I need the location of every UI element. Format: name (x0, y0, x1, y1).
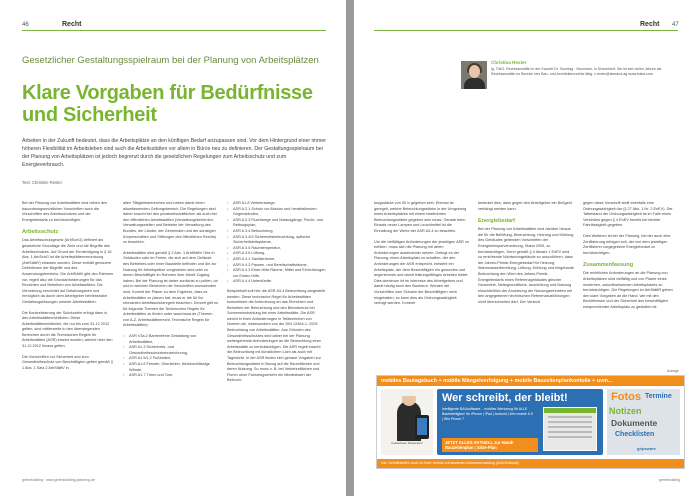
list-item: • ASR V3a.2 Barrierefreie Gestaltung von Arbeitsstätten, (123, 334, 218, 345)
paragraph: Bei der Planung von Arbeitsstätten sind neben den bauordnungsrechtlichen Vorschriften auch die Vorschriften des Arbeitsschutzes und der Energiebedarfs zu berücksichtigen. (22, 201, 108, 222)
list-item: • ASR A1.6 Fenster, Oberlichter, lichtdurchlässige Wände, (123, 362, 218, 373)
text-column-1 (374, 201, 469, 363)
paragraph: Bei der Planung von Arbeitsstätten sind darüber hinaus die für die Belüftung, Beleuchtung, Heizung und Kühlung des Gebäudes geltenden Vorschriften der Energieeinsparverordnung, Stand 2009, zu berücksichtigen. Denn gemäß § 4 Absatz 1 EnEV sind zu errichtende Nichtwohngebäude so auszuführen, dass der Jahres-Primär-Energiebedarf für Heizung, Warmwasserbereitung, Lüftung, Kühlung und eingebaute Beleuchtung den Wert des Jahres-Primär-Energiebedarfs eines Referenzgebäudes gleicher Geometrie, Nettogrundfläche, Ausrichtung und Nutzung einschließlich der Anordnung der Nutzungseinheiten mit den angegebenen technischen Referenzausführungen nicht überschreiten darf. Der Verstoß (478, 227, 574, 304)
ad-word: Notizen (609, 406, 642, 416)
paragraph: bedeutet dies, dass gegen den Arbeitgeber ein Bußgeld verhängt werden kann. (478, 201, 572, 211)
ad-word: Termine (645, 393, 672, 400)
text-column-2 (123, 201, 218, 473)
ad-word: Checklisten (615, 431, 655, 438)
text-column-3 (227, 201, 326, 473)
ad-caption: Kostenlosen Testversion! (391, 441, 423, 445)
list-item: • ASR A 3.5 Raumtemperatur, (227, 246, 326, 252)
paragraph: tungsstärke von 50 lx gegeben sein. Ebenso ist geregelt, welche Beleuchtungsstärke in der Umgebung eines Arbeitsplatzes mit einem bestimmten Beleuchtungsstärke gegeben sein muss. Gerade beim Einsatz neuer Lampen und Leuchtmittel ist die Einhaltung der Werte der ASR A3.4 zu beachten. (374, 201, 467, 233)
section-label: Recht (62, 21, 82, 28)
page-number: 46 (22, 22, 29, 28)
author-info: ig. TIAG, Rechtsanwältin in der Kanzlei Dr. Sonntag · Neumann, in Düsseldorf. Sie ist seit vielen Jahren als Rechtsanwältin im Bereich des Bau- und Architektenrechts tätig. c.rester@lawrand.ag-www.baba.com (491, 67, 662, 76)
ad-headline: Wer schreibt, der bleibt! (442, 392, 568, 404)
paragraph: Die Konkretisierung der Schutzziele erfolgt dann in den Arbeitsstättenrichtlinien. Diese Arbeitsstättenrichtlinien, die nur bis zum 31.12.2012 gelten, sind mittlerweile in den überwiegenden Bereichen durch die Technischen Regeln für Arbeitsstätten (ASR) ersetzt worden, welche über den 31.12.2012 hinaus gelten. (22, 310, 113, 349)
paragraph: Die Vorschriften zur Sicherheit und zum Gesundheitsschutz von Beschäftigten gelten gemäß § 1 Abs. 1 Satz 2 ArbStättV in (22, 354, 113, 370)
ad-label: Anzeige (667, 369, 679, 373)
list-item: • ASR A 2.1 Schutz vor Absturz und herabfallenden Gegenständen, (227, 207, 326, 218)
right-page (354, 0, 700, 496)
page-number: 47 (672, 22, 679, 28)
paragraph: allen Tätigkeitsbereichen und haben damit einen allumfassenden Geltungsbereich. Die Regelungen sind daher sowohl bei den privatwirtschaftlichen als auch bei den öffentlichen Arbeitsstätten (Verwaltungsbehörden, Verwaltungsstellen und Betriebe der Verwaltung des Bundes, der Länder, der Gemeinden und der sonstigen Körperschaften und Stiftungen des öffentlichen Rechts) zu beachten. (123, 201, 217, 245)
paragraph: gegen diese Vorschrift stellt ebenfalls eine Ordnungswidrigkeit dar (§ 27 Abs. 1 Nr. 2 EnEV). Der Tatbestand der Ordnungswidrigkeit ist im Falle eines Verstoßes gegen § 4 EnEV bereits bei leichter Fahrlässigkeit gegeben. (583, 201, 673, 228)
list-item: • ASR A1.7 Türen und Tore, (123, 373, 218, 379)
paragraph: Die rechtlichen Anforderungen an die Planung von Arbeitsplätzen sind vielfältig und von Planer eines modernen, zukunftweisenden Arbeitsplatzes zu berücksichtigen. Die Regelungen im ArbStättR geben den klare Vorgaben an die Hand, wie mit den Bedürfnissen und der Sicherheit des beschäftigten entsprechender Arbeitsplatz zu gestalten ist. (583, 271, 673, 309)
ad-word: Dokumente (611, 418, 658, 428)
paragraph: Dies Weiteren ist bei der Planung, bei der auch eine Zertifizierung erfolgen soll, der von dem jeweiligen Zertifizierer vorgegebene Energiebedarf zu berücksichtigen. (583, 233, 671, 255)
text-column-2 (478, 201, 574, 363)
subheading-zusammenfassung: Zusammenfassung (583, 262, 634, 269)
text-column-3 (583, 201, 680, 363)
headline: Klare Vorgaben für Bedürfnisse und Sicherheit (22, 82, 313, 126)
list-item: • ASR A 4.1 Sanitärräume, (227, 257, 326, 263)
ad-text: Intelligente BAUsoftware... mobiles Werkzeug für ALLE Baubeteiligten! für iPhone | iPad | Android | Win mobile 6.5 | Win Phone 7 (442, 407, 533, 421)
list-item: • ASR A 3.4 Beleuchtung, (227, 229, 326, 235)
list-item: • ASR A 3.4/3 Sicherheitsbeleuchtung, optische Sicherheitsleitsysteme, (227, 235, 326, 246)
list-item: • ASR A 3.6 Lüftung, (227, 251, 326, 257)
header-rule (22, 30, 326, 31)
paragraph: Um die vielfältigen Anforderungen der jeweiligen ASR zu erfüllen, muss sich die Planung mit deren Anforderungen auseinander setzen. Gelingt es der Planung, einen Arbeitsplatz zu schaffen, der den Anforderungen der ASR entspricht, entsteht ein Arbeitsplatz, der dem Beschäftigten ein gesundes und angenehmes und damit leistungsfähiges Arbeiten bietet. Dies wiederum ist im Interesse des Arbeitgebers und damit häufig auch des Bauherrn. Werden die Vorschriften zum Schutze der Beschäftigten nicht eingehalten, so kann dies als Ordnungswidrigkeit verfolgt werden. Konkret (374, 239, 469, 306)
page-footer: greenbuilding · www.greenbuilding-planning.de (22, 478, 95, 482)
ad-image-worker (381, 389, 433, 455)
section-label: Recht (640, 21, 660, 28)
author-photo (461, 61, 487, 89)
kicker: Gesetzlicher Gestaltungsspielraum bei der Planung von Arbeitsplätzen (22, 55, 319, 66)
left-page (0, 0, 346, 496)
list-item: • ASR A1.5/1,2 Fußböden, (123, 356, 218, 362)
ad-brand-logo: gripsware (637, 446, 656, 451)
list-item: • ASR A1.8 Verkehrswege, (227, 201, 326, 207)
ad-bottom-banner: inkl. Schnittstellen auch zu Ihrer bereits vorhandenen Adressverwaltung (AVA/Outlook)! (377, 459, 684, 468)
ad-main-panel (437, 389, 603, 455)
list-item: • ASR A1.3 Sicherheits- und Gesundheitsschutzkennzeichnung, (123, 345, 218, 356)
list-item: • ASR A 4.4 Unterkünfte. (227, 279, 326, 285)
list-item: • ASR A 2.3 Fluchtwege und Notausgänge, Flucht- und Rettungsplan, (227, 218, 326, 229)
phone-icon (415, 415, 429, 439)
byline: Text: Christine Rester (22, 180, 63, 185)
author-name: Christina Rester (491, 60, 527, 65)
subheading-arbeitsschutz: Arbeitsschutz (22, 229, 59, 236)
paragraph: Beispielhaft soll hier die ASR A3.4 Beleuchtung dargestellt werden. Diese technische Regel für Arbeitsstätten konkretisiert die Anforderung an das Einrichten und Betreiben der Beleuchtung und den Blendschutz bei Sonneneinstrahlung bei einer Arbeitsstätte. Die ASR weicht in ihren Anforderungen in Teilbereichen von Normen ab, insbesondere von der DIN 12464-1: 2003 Beleuchtung von Arbeitsstätten. Aus Gründen des Gesundheitsschutzes sind daher bei der Planung weitergehende Anforderungen an die Beleuchtung einer Arbeitsstätte zu berücksichtigen. Die ASR regelt sowohl die Beleuchtung mit künstlichem Licht als auch mit Tageslicht. In der ASR finden sich genaue Vorgaben zur Beleuchtungsstärke in Bezug auf die Raumflächen und deren Nutzung. So muss z. B. bei Verkehrsflächen und Fluren ohne Fahrzeugverkehr ein Mindestwert der Beleuch- (227, 288, 325, 383)
paragraph: Arbeitsstätten sind gemäß § 2 Abs. 1 ArbStättV Orte in Gebäuden oder im Freien, die sich auf dem Gelände des Betriebes oder einer Baustelle befinden und die zur Nutzung für Arbeitsplätze vorgesehen sind oder zu denen Beschäftigte im Rahmen ihrer Arbeit Zugang haben. Bei der Planung ist daher zunächst zu prüfen, ob und in welchen Bereichen die Vorschriften anzuwenden sind. Kommt der Planer zu dem Ergebnis, dass es Arbeitsstätten zu planen hat, muss er die für ihn relevanten Arbeitsschutzregeln beachten. Derzeit gibt es für folgende Themen die Technischen Regeln für Arbeitsstätten zu finden unter www.baua.de (Themen von A-Z, Arbeitsstättenrecht, Technische Regeln für Arbeitsstätten): (123, 250, 218, 328)
ad-cta-button[interactable]: JETZT ALLES AKTUELL zur Hand! Bauzeitenplan | SiGe-Plan (442, 438, 538, 452)
list-item: • ASR A 4.2 Pausen- und Bereitschaftsräume, (227, 263, 326, 269)
lead-paragraph: Arbeiten in der Zukunft bedeutet, dass die Arbeitsplätze an den künftigen Bedarf anzupassen sind. Vor dem Hintergrund einer immer höheren Flexibilität im Arbeitsleben sind auch die Arbeitsstätten vor allem in Büros neu zu definieren. Der Gestaltungsspielraum bei der Planung von Arbeitsplätzen ist jedoch begrenzt durch die gesetzlichen Regelungen zum Arbeitsschutz und zum Energieverbrauch. (22, 138, 326, 168)
ad-top-banner: mobiles Bautagebuch + mobile Mängelverfolgung + mobile Bauzeitenplankontolle + uvm... (377, 376, 684, 386)
list-item: • ASR A 4.3 Erste-Hilfe-Räume, Mittel und Einrichtungen zur Ersten Hilfe, (227, 268, 326, 279)
page-footer: greenbuilding (658, 478, 680, 482)
ad-wordcloud (607, 389, 680, 455)
text-column-1 (22, 201, 114, 473)
ad-screenshot-thumbnail (543, 407, 597, 451)
paragraph: Das Arbeitsschutzgesetz (ArbSchG) definiert als gesetzliche Grundlage die Ziele und die Begriffe des Arbeitsschutzes. Auf Grund der Ermächtigung in § 18 Abs. 1 ArbSchG ist die Arbeitsstättenverordnung (ArbStättV) erlassen worden. Diese enthält genauere Definitionen der Begriffe und des Anwendungsbereichs. Die ArbStättV gibt den Rahmen vor, regelt also die Grundanforderungen für das Einrichten und Betreiben von Arbeitsstätten. Die Verordnung verzichtet auf Detailvorgaben und ermöglicht da durch dem Arbeitgeber betriebsnahe Gestaltungslösungen unserer Arbeitsstätten. (22, 238, 114, 304)
ad-word: Fotos (611, 391, 641, 403)
header-rule (374, 30, 678, 31)
advertisement[interactable] (376, 375, 685, 469)
subheading-energiebedarf: Energiebedarf (478, 218, 515, 225)
